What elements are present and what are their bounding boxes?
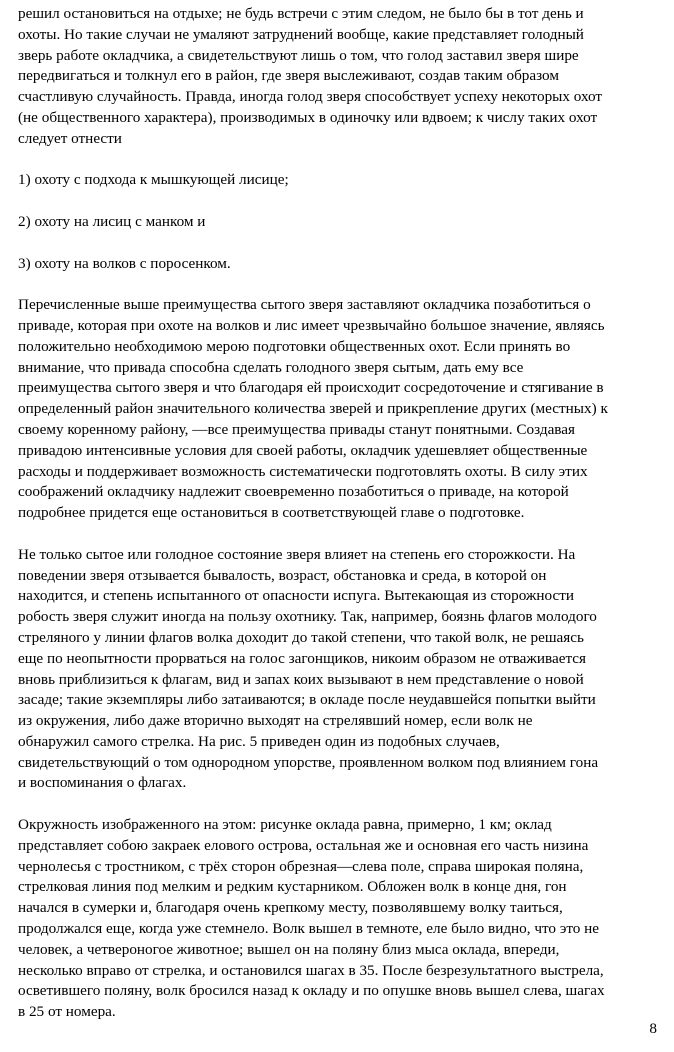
text-line: привадою интенсивные условия для своей работы, окладчик удешевляет общественные — [18, 441, 588, 459]
text-line: поведении зверя отзывается бывалость, возраст, обстановка и среда, в которой он — [18, 566, 547, 584]
text-line: внимание, что привада способна сделать голодного зверя сытым, дать ему все — [18, 358, 524, 376]
paragraph-gap — [18, 191, 663, 212]
text-line: Не только сытое или голодное состояние зверя влияет на степень его сторожкости. На — [18, 545, 576, 563]
text-line: охоты. Но такие случаи не умаляют затруднений вообще, какие представляет голодный — [18, 25, 584, 43]
text-line: расходы и поддерживает возможность систематически подготовлять охоты. В силу этих — [18, 462, 588, 480]
text-line: еще по неопытности прорваться на голос загонщиков, никоим образом не отваживается — [18, 649, 587, 667]
text-line: Окружность изображенного на этом: рисунке оклада равна, примерно, 1 км; оклад — [18, 816, 552, 834]
text-line: положительно необходимою мерою подготовки общественных охот. Если принять во — [18, 337, 571, 355]
paragraph-gap — [18, 274, 663, 295]
text-line: стреляного у линии флагов волка доходит до такой степени, что такой волк, не решаясь — [18, 628, 584, 646]
text-line: обнаружил самого стрелка. На рис. 5 приведен один из подобных случаев, — [18, 732, 500, 750]
text-line: вновь приблизиться к флагам, вид и запах коих вызывают в нем представление о новой — [18, 670, 584, 688]
bait-paragraph — [18, 295, 663, 524]
text-line: начался в сумерки и, благодаря очень крепкому месту, позволявшему волку таиться, — [18, 899, 563, 917]
text-line: решил остановиться на отдыхе; не будь встречи с этим следом, не было бы в тот день и — [18, 5, 584, 22]
text-line: из окружения, либо даже вторично выходят на стрелявший номер, если волк не — [18, 712, 533, 730]
page-number: 8 — [649, 1020, 657, 1037]
text-line: и воспоминания о флагах. — [18, 774, 187, 792]
text-line: робость зверя служит иногда на пользу охотнику. Так, например, боязнь флагов молодого — [18, 608, 597, 626]
text-line: следует отнести — [18, 129, 122, 147]
text-line: Перечисленные выше преимущества сытого зверя заставляют окладчика позаботиться о — [18, 296, 591, 314]
text-line: стрелковая линия под мелким и редким кустарником. Обложен волк в конце дня, гон — [18, 878, 567, 896]
paragraph-gap — [18, 794, 663, 815]
text-line: находится, и степень испытанного от опасности испуга. Вытекающая из сторожности — [18, 587, 575, 605]
text-line: чернолесья с тростником, с трёх сторон обрезная—слева поле, справа широкая поляна, — [18, 857, 584, 875]
caution-paragraph — [18, 545, 663, 795]
text-line: свидетельствующий о том однородном упорстве, проявленном волком под влиянием гона — [18, 753, 599, 771]
intro-paragraph — [18, 4, 663, 150]
figure-description-paragraph — [18, 815, 663, 1023]
text-line: в 25 от номера. — [18, 1003, 116, 1021]
text-line: своему коренному району, —все преимущества привады станут понятными. Создавая — [18, 420, 576, 438]
text-line: представляет собою закраек елового острова, остальная же и основная его часть низина — [18, 836, 589, 854]
text-line: определенный район значительного количества зверей и прикрепление других (местных) к — [18, 400, 608, 418]
text-line: (не общественного характера), производимых в одиночку или вдвоем; к числу таких охот — [18, 108, 598, 126]
paragraph-gap — [18, 233, 663, 254]
text-line: счастливую случайность. Правда, иногда голод зверя способствует успеху некоторых охот — [18, 88, 603, 106]
text-line: зверь работе окладчика, а свидетельствуют лишь о том, что голод заставил зверя шире — [18, 46, 579, 64]
text-line: соображений окладчику надлежит своевременно позаботиться о приваде, на которой — [18, 483, 569, 501]
paragraph-gap — [18, 524, 663, 545]
text-line: продолжался еще, когда уже стемнело. Волк вышел в темноте, еле было видно, что это не — [18, 920, 600, 938]
document-page — [18, 4, 663, 1023]
text-line: засаде; такие экземпляры либо затаиваются; в окладе после неудавшейся попытки выйти — [18, 691, 596, 709]
list-item: 2) охоту на лисиц с манком и — [18, 212, 206, 230]
text-line: осветившего поляну, волк бросился назад к окладу и по опушке вновь вышел слева, шагах — [18, 982, 605, 1000]
paragraph-gap — [18, 150, 663, 171]
list-item: 3) охоту на волков с поросенком. — [18, 254, 231, 272]
text-line: несколько вправо от стрелка, и остановился шагах в 35. После безрезультатного выстрела, — [18, 961, 604, 979]
text-line: преимущества сытого зверя и что благодаря ей происходит сосредоточение и стягивание в — [18, 379, 604, 397]
text-line: приваде, которая при охоте на волков и лис имеет чрезвычайно большое значение, являясь — [18, 316, 605, 334]
text-line: передвигаться и толкнул его в район, где зверя выслеживают, создав таким образом — [18, 67, 559, 85]
list-item: 1) охоту с подхода к мышкующей лисице; — [18, 171, 289, 189]
text-line: человек, а четвероногое животное; вышел он на поляну близ мыса оклада, впереди, — [18, 940, 560, 958]
text-line: подробнее придется еще остановиться в соответствующей главе о подготовке. — [18, 504, 525, 522]
